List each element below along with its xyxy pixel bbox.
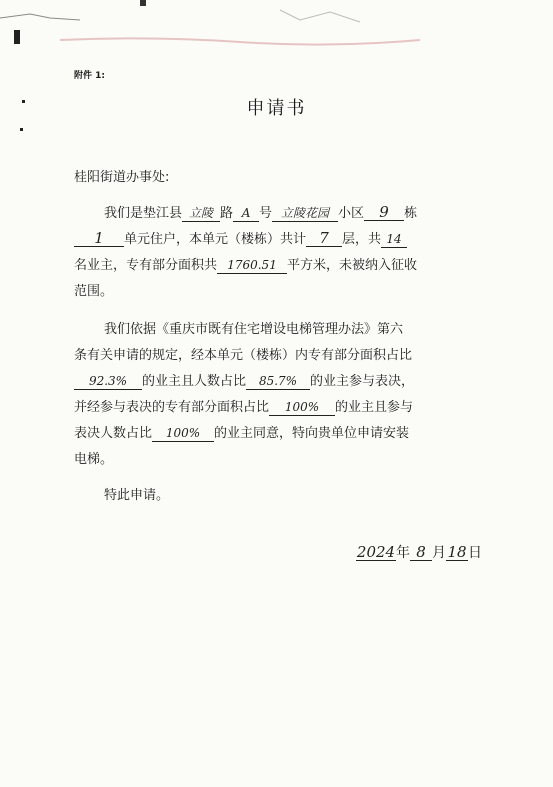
voted-people-ratio-field: 100% bbox=[152, 425, 214, 442]
text: 名业主，专有部分面积共 bbox=[74, 258, 218, 273]
date-year: 2024 bbox=[356, 543, 396, 561]
text: 日 bbox=[468, 545, 482, 561]
building-field: 9 bbox=[364, 204, 404, 221]
text: 的业主同意，特向贵单位申请安装 bbox=[214, 426, 410, 441]
text: 的业主参与表决， bbox=[310, 374, 415, 389]
owners-field: 14 bbox=[381, 231, 407, 248]
text: 小区 bbox=[338, 206, 365, 221]
attachment-label: 附件 1: bbox=[74, 71, 105, 81]
text: 路 bbox=[220, 206, 234, 221]
text: 我们是垫江县 bbox=[104, 206, 183, 221]
text: 层，共 bbox=[342, 232, 382, 247]
text: 栋 bbox=[404, 206, 418, 221]
area-ratio-field: 92.3% bbox=[74, 373, 142, 390]
text: 的业主且参与 bbox=[335, 400, 414, 415]
closing: 特此申请。 bbox=[104, 488, 170, 503]
people-ratio-field: 85.7% bbox=[246, 373, 310, 390]
p1-line-2 bbox=[74, 228, 407, 248]
floors-field: 7 bbox=[306, 230, 342, 247]
p2-line-5 bbox=[74, 422, 409, 442]
scan-artifact bbox=[0, 0, 553, 50]
p1-line-1 bbox=[104, 202, 417, 222]
number-field: A bbox=[233, 205, 259, 222]
page-title: 申请书 bbox=[246, 98, 307, 119]
voted-area-ratio-field: 100% bbox=[269, 399, 335, 416]
signature-date bbox=[356, 542, 482, 562]
area-field: 1760.51 bbox=[217, 257, 287, 274]
p2-line-4 bbox=[74, 396, 413, 416]
text: 并经参与表决的专有部分面积占比 bbox=[74, 400, 270, 415]
community-field: 立陵花园 bbox=[272, 205, 338, 222]
text: 月 bbox=[432, 545, 446, 561]
text: 表决人数占比 bbox=[74, 426, 153, 441]
p2-line-1: 我们依据《重庆市既有住宅增设电梯管理办法》第六 bbox=[104, 322, 404, 337]
scan-mark bbox=[20, 128, 23, 131]
p2-line-6: 电梯。 bbox=[74, 452, 114, 467]
text: 单元住户，本单元（楼栋）共计 bbox=[124, 232, 307, 247]
text: 号 bbox=[259, 206, 273, 221]
p1-line-3 bbox=[74, 254, 417, 274]
p2-line-3 bbox=[74, 370, 414, 390]
date-month: 8 bbox=[410, 544, 432, 561]
p2-line-2: 条有关申请的规定，经本单元（楼栋）内专有部分面积占比 bbox=[74, 348, 413, 363]
road-field: 立陵 bbox=[182, 205, 220, 222]
text: 平方米，未被纳入征收 bbox=[287, 258, 418, 273]
p1-line-4: 范围。 bbox=[74, 284, 114, 299]
unit-field: 1 bbox=[74, 230, 124, 247]
date-day: 18 bbox=[447, 543, 467, 561]
text: 年 bbox=[396, 545, 410, 561]
addressee: 桂阳街道办事处: bbox=[74, 170, 170, 185]
text: 的业主且人数占比 bbox=[142, 374, 247, 389]
